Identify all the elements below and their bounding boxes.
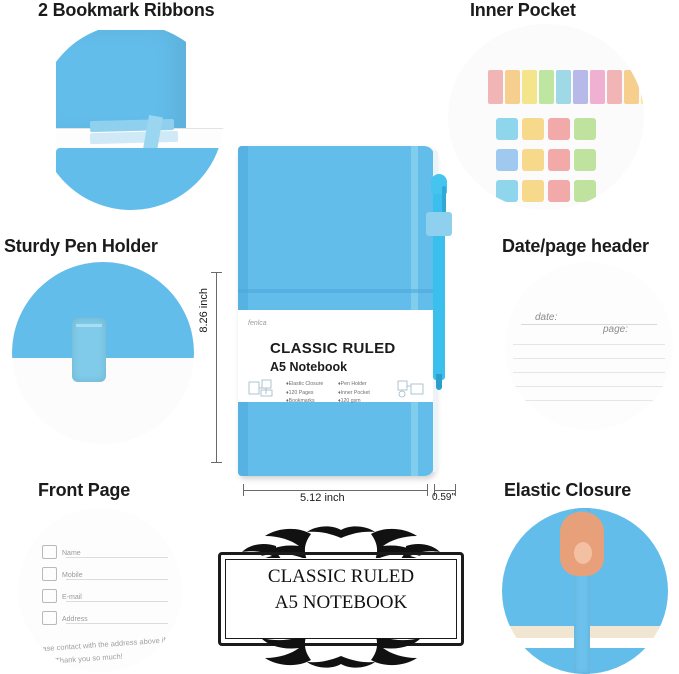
front-page-field-label: Address xyxy=(62,616,88,623)
width-dimension-line xyxy=(243,490,428,491)
sticky-note-square xyxy=(574,118,596,140)
sticky-note-square xyxy=(574,149,596,171)
sticky-note-square xyxy=(522,180,544,202)
photo-bookmark-ribbons xyxy=(38,24,224,210)
front-page-note: Please contact with the address above if found. Thank you so much! xyxy=(31,635,166,667)
label-front-page: Front Page xyxy=(38,480,131,500)
feature-item: ♦Bookmarks xyxy=(286,398,315,405)
height-dimension-label: 8.26 inch xyxy=(198,288,210,333)
pen-loop-holder xyxy=(426,212,452,236)
sticky-tab xyxy=(590,70,605,104)
height-tick-top xyxy=(211,272,222,273)
photo-date-page-header xyxy=(505,262,673,430)
ruled-page xyxy=(505,262,673,430)
front-page-row xyxy=(40,542,168,560)
front-page-row xyxy=(40,586,168,604)
sticky-tab-strip xyxy=(488,70,644,104)
front-page-field-label: Mobile xyxy=(62,572,83,579)
photo-elastic-closure xyxy=(502,508,668,674)
rule-line xyxy=(513,344,665,345)
page-field-label: page: xyxy=(603,324,629,335)
front-page-row xyxy=(40,608,168,626)
front-page-write-line xyxy=(66,623,168,624)
badge-line2: A5 NOTEBOOK xyxy=(274,591,408,613)
sticky-note-squares xyxy=(494,116,614,209)
sticky-note-square xyxy=(496,118,518,140)
rule-line xyxy=(513,358,665,359)
sticky-note-square xyxy=(548,118,570,140)
sticky-tab xyxy=(641,70,644,104)
feature-list xyxy=(286,380,434,406)
sticky-note-square xyxy=(548,180,570,202)
photo-inner-pocket xyxy=(448,24,644,210)
notebook-back-cover-detail xyxy=(56,148,224,210)
rule-line xyxy=(513,400,665,401)
height-dimension-line xyxy=(216,272,217,462)
front-page-write-line xyxy=(66,557,168,558)
sticky-note-square xyxy=(496,149,518,171)
front-page-write-line xyxy=(66,601,168,602)
sticky-tab xyxy=(488,70,503,104)
label-pen-holder: Sturdy Pen Holder xyxy=(4,236,158,256)
sticky-note-square xyxy=(496,180,518,202)
sticky-note-square xyxy=(574,180,596,202)
notebook-cover-detail xyxy=(56,30,186,132)
thickness-tick-right xyxy=(455,484,456,496)
thickness-dimension-label: 0.59" xyxy=(432,492,456,503)
feature-item: ♦Pen Holder xyxy=(338,381,367,387)
sticky-tab xyxy=(624,70,639,104)
label-date-page-header: Date/page header xyxy=(502,236,649,256)
person-icon xyxy=(42,545,57,559)
product-pen xyxy=(430,168,448,388)
cover-highlight xyxy=(238,289,434,293)
thumb xyxy=(560,512,604,576)
front-page-row xyxy=(40,564,168,582)
product-notebook xyxy=(238,146,434,476)
label-bookmark-ribbons: 2 Bookmark Ribbons xyxy=(38,0,215,20)
front-page-field-label: E-mail xyxy=(62,594,82,601)
photo-pen-holder xyxy=(12,262,194,444)
sticky-tab xyxy=(522,70,537,104)
width-tick-right xyxy=(427,484,428,496)
feature-item: ♦Elastic Closure xyxy=(286,381,324,387)
belly-band xyxy=(238,310,434,405)
header-underline-left xyxy=(521,324,657,325)
height-tick-bottom xyxy=(211,462,222,463)
label-inner-pocket: Inner Pocket xyxy=(470,0,576,20)
front-page-write-line xyxy=(66,579,168,580)
sticky-note-square xyxy=(522,118,544,140)
rule-line xyxy=(513,372,665,373)
front-page-field-label: Name xyxy=(62,550,81,557)
home-icon xyxy=(42,611,57,625)
pen-loop xyxy=(72,318,106,382)
feature-item: ♦Inner Pocket xyxy=(338,389,370,396)
bookmark-ribbon-2 xyxy=(90,131,178,144)
ornate-title-badge xyxy=(196,522,486,668)
badge-line1: CLASSIC RULED xyxy=(267,566,415,587)
sticky-tab xyxy=(556,70,571,104)
label-elastic-closure: Elastic Closure xyxy=(504,480,632,500)
sticky-tab xyxy=(607,70,622,104)
thumbnail xyxy=(574,542,592,564)
flourish-bottom-icon xyxy=(196,638,486,670)
product-title-line2: A5 Notebook xyxy=(270,360,348,374)
sticky-note-square xyxy=(548,149,570,171)
feature-item: ♦120 Pages xyxy=(286,389,314,396)
thickness-dimension-line xyxy=(434,490,456,491)
sticky-tab xyxy=(573,70,588,104)
sticky-note-square xyxy=(522,149,544,171)
phone-icon xyxy=(42,567,57,581)
decor-left-icon xyxy=(246,378,280,398)
sticky-tab xyxy=(505,70,520,104)
date-field-label: date: xyxy=(535,312,558,323)
width-dimension-label: 5.12 inch xyxy=(300,492,345,504)
rule-line xyxy=(513,386,665,387)
sticky-tab xyxy=(539,70,554,104)
badge-text xyxy=(196,564,486,615)
pen-tip xyxy=(436,374,442,390)
product-title-line1: CLASSIC RULED xyxy=(270,340,396,357)
photo-front-page xyxy=(18,508,182,672)
width-tick-left xyxy=(243,484,244,496)
brand-logo: fenlca xyxy=(248,320,267,327)
mail-icon xyxy=(42,589,57,603)
feature-item: ♦120 gsm xyxy=(338,398,361,405)
